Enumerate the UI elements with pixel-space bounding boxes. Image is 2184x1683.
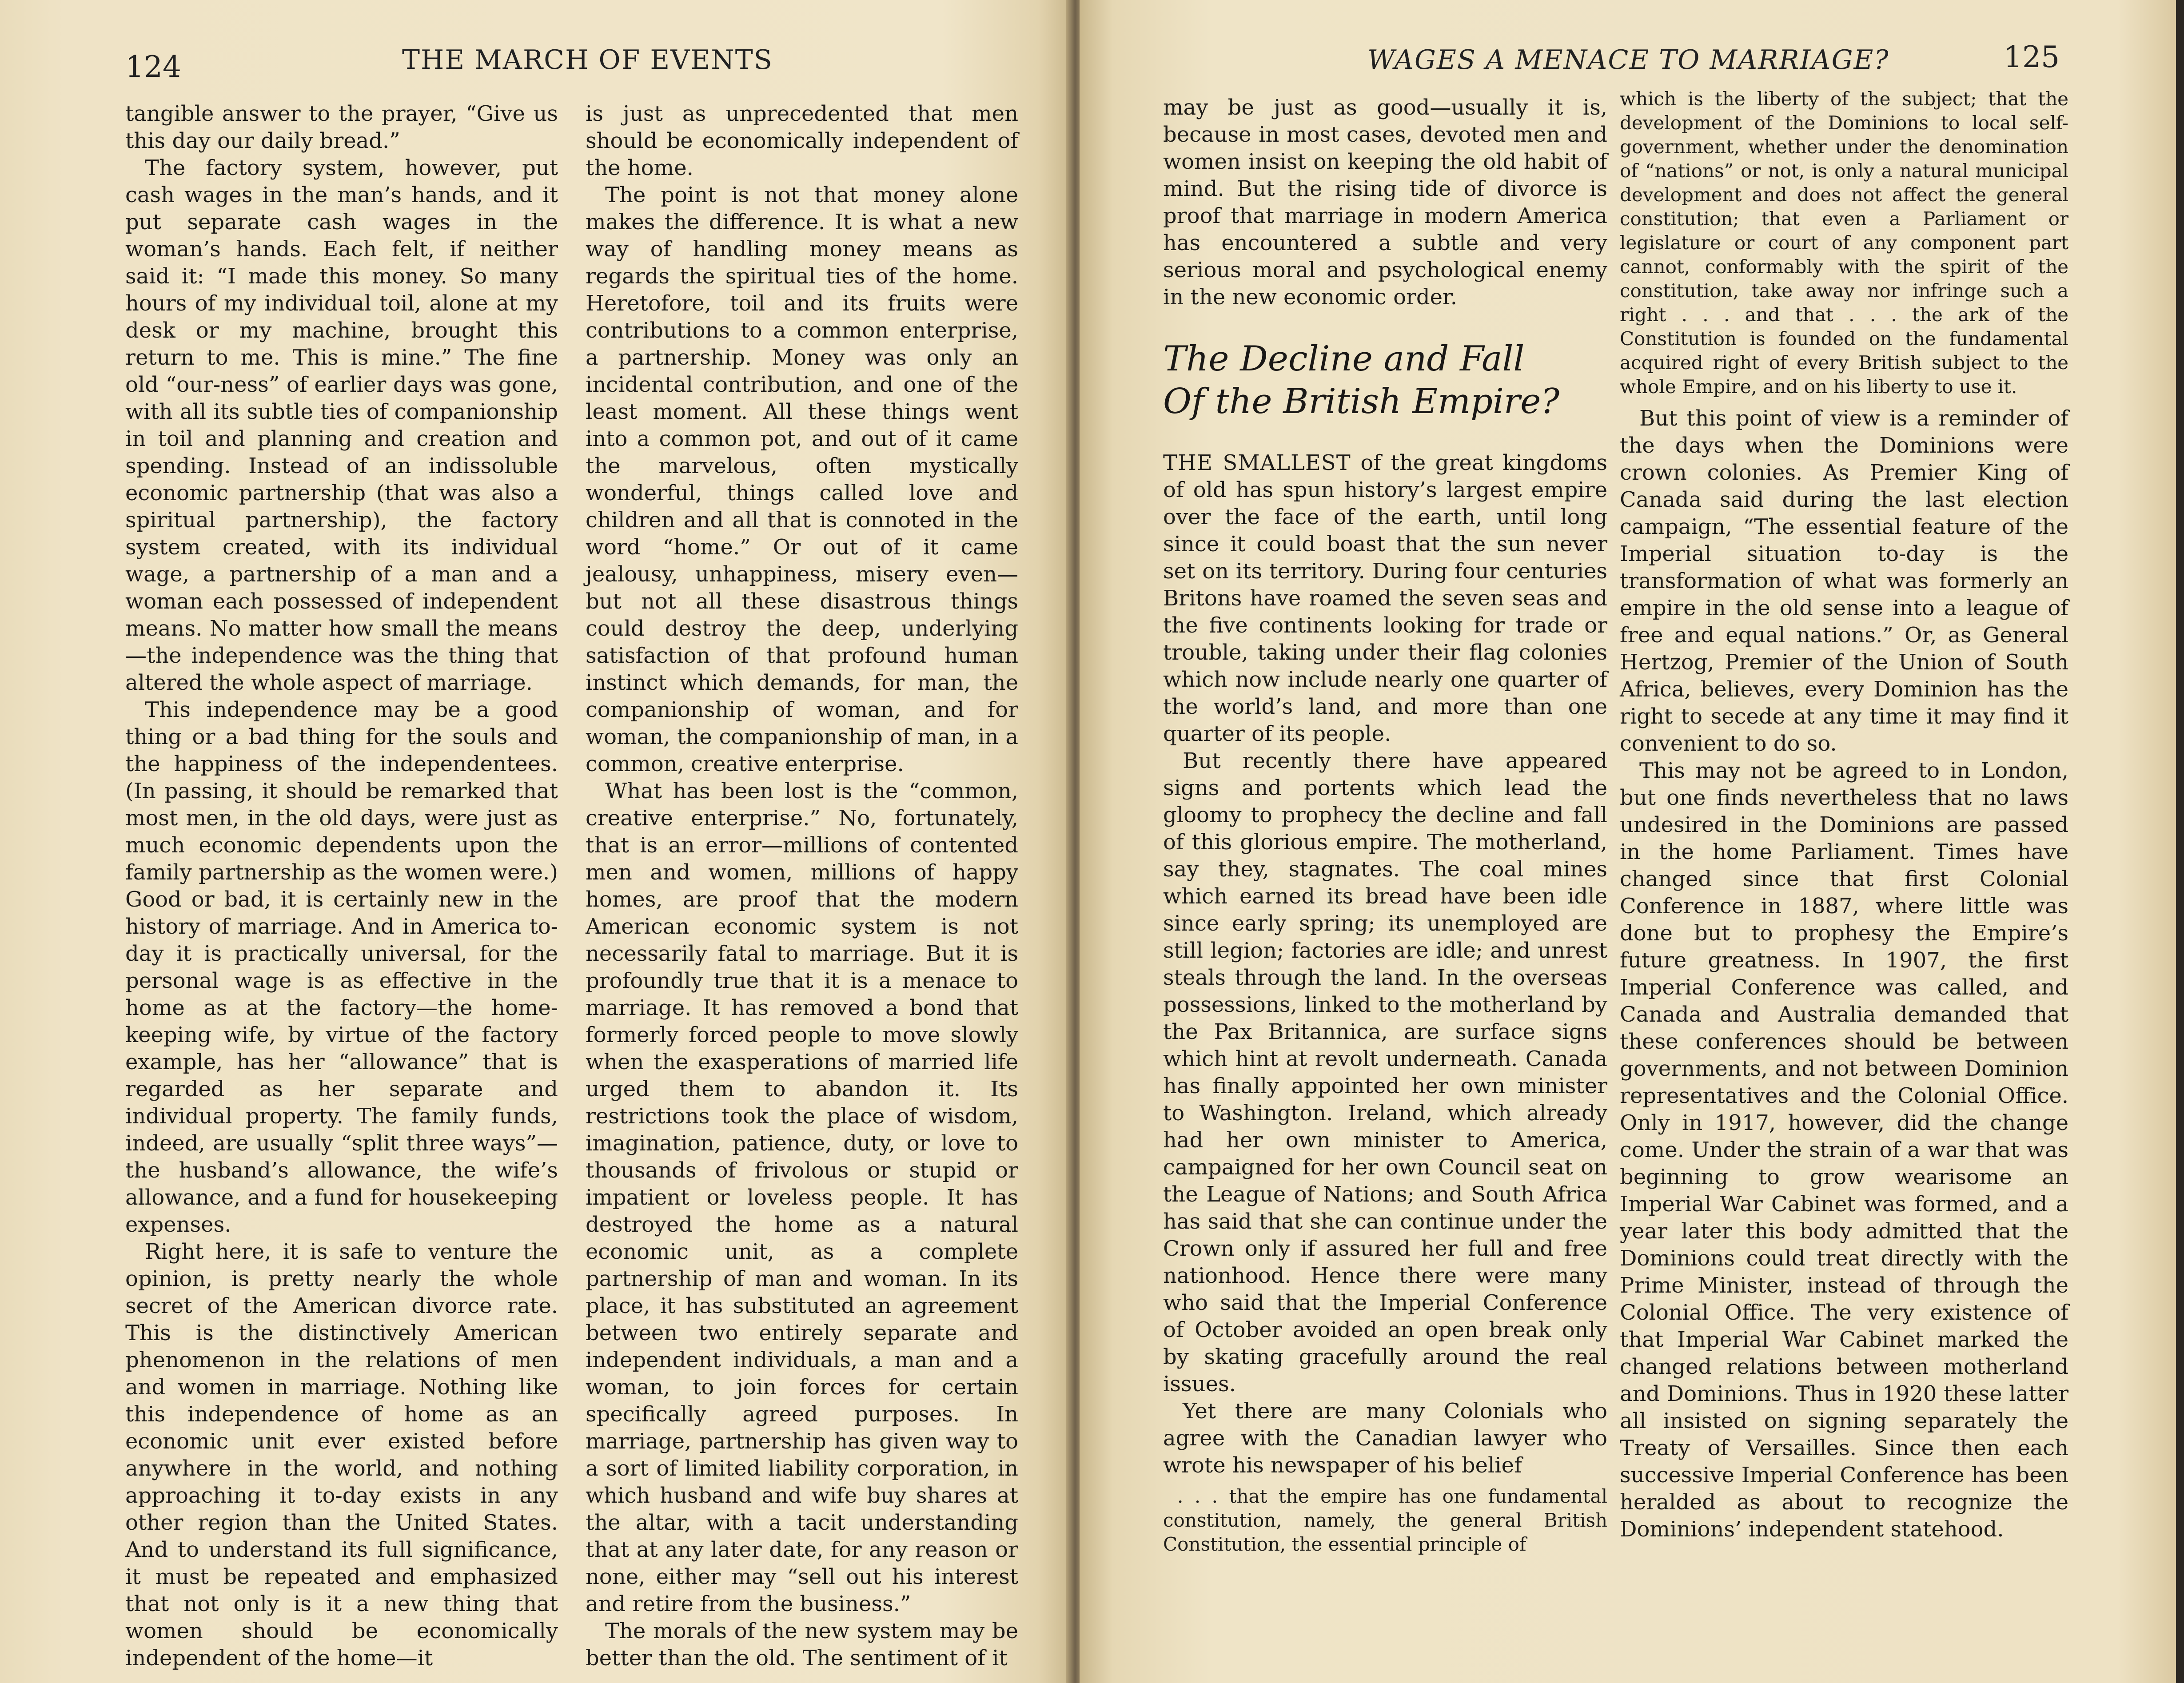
page-number: 124 (125, 50, 181, 84)
section-title-line: The Decline and Fall (1163, 339, 1525, 379)
right-column-1 (1163, 94, 1607, 1556)
paragraph: is just as unprecedented that men should be economically independent of the home. (586, 101, 1018, 180)
page-edge (2176, 0, 2184, 1683)
paragraph: The point is not that money alone makes the difference. It is what a new way of handling money means as regards the spiritual ties of the home. Heretofore, toil and its fruits were contributions to a common enterprise, a partnership. Money was only an incidental contribution, and one of the least moment. All these things went into a common pot, and out of it came the marvelous, often mystically wonderful, things called love and children and all that is connoted in the word “home.” Or out of it came jealousy, unhappiness, misery even—but not all these disastrous things could destroy the deep, underlying satisfaction of that profound human instinct which demands, for man, the companionship of woman, and for woman, the companionship of man, in a common, creative enterprise. (586, 183, 1018, 776)
section-title (1163, 338, 1607, 423)
left-column-1 (125, 100, 558, 1672)
block-quote: . . . that the empire has one fundamental constitution, namely, the general British Constitution, the essential principle of (1163, 1485, 1607, 1555)
lead-text: of the great kingdoms of old has spun history’s largest empire over the face of the earth, until long since it could boast that the sun never set on its territory. During four centuries Britons have roamed the seven seas and the five continents looking for trade or trouble, taking under their flag colonies which now include nearly one quarter of the world’s land, and more than one quarter of its people. (1163, 450, 1608, 746)
paragraph: What has been lost is the “common, creative enterprise.” No, fortunately, that is an error—millions of contented men and women, millions of happy homes, are proof that the modern American economic system is not necessarily fatal to marriage. But it is profoundly true that it is a menace to marriage. It has removed a bond that formerly forced people to move slowly when the exasperations of married life urged them to abandon it. Its restrictions took the place of wisdom, imagination, patience, duty, or love to thousands of frivolous or stupid or impatient or loveless people. It has destroyed the home as a natural economic unit, as a complete partnership of man and woman. In its place, it has substituted an agreement between two entirely separate and independent individuals, a man and a woman, to join forces for certain specifically agreed purposes. In marriage, partnership has given way to a sort of limited liability corporation, in which husband and wife buy shares at the altar, with a tacit understanding that at any later date, for any reason or none, either may “sell out his interest and retire from the business.” (586, 779, 1018, 1616)
paragraph: This independence may be a good thing or a bad thing for the souls and the happiness of the independentees. (In passing, it should be remarked that most men, in the old days, were just as much economic dependents upon the family partnership as the women were.) Good or bad, it is certainly new in the history of marriage. And in America to-day it is practically universal, for the personal wage is as effective in the home as at the factory—the home-keeping wife, by virtue of the factory example, has her “allowance” that is regarded as her separate and individual property. The family funds, indeed, are usually “split three ways”—the husband’s allowance, the wife’s allowance, and a fund for housekeeping expenses. (125, 697, 558, 1237)
lead-in: THE SMALLEST (1163, 450, 1351, 475)
paragraph: The factory system, however, put cash wages in the man’s hands, and it put separate cash wages in the woman’s hands. Each felt, if neither said it: “I made this money. So many hours of my individual toil, alone at my desk or my machine, brought this return to me. This is mine.” The fine old “our-ness” of earlier days was gone, with all its subtle ties of companionship in toil and planning and creation and spending. Instead of an indissoluble economic partnership (that was also a spiritual partnership), the factory system created, with its individual wage, a partnership of a man and a woman each possessed of independent means. No matter how small the means—the independence was the thing that altered the whole aspect of marriage. (125, 155, 558, 695)
right-page (1080, 0, 2184, 1683)
left-column-2 (586, 100, 1018, 1672)
section-title-line: Of the British Empire? (1163, 382, 1560, 422)
paragraph: The morals of the new system may be better than the old. The sentiment of it (586, 1619, 1018, 1671)
paragraph: But recently there have appeared signs and portents which lead the gloomy to prophecy the decline and fall of this glorious empire. The motherland, say they, stagnates. The coal mines which earned its bread have been idle since early spring; its unemployed are still legion; factories are idle; and unrest steals through the land. In the overseas possessions, linked to the motherland by the Pax Britannica, are surface signs which hint at revolt underneath. Canada has finally appointed her own minister to Washington. Ireland, which already had her own minister to America, campaigned for her own Council seat on the League of Nations; and South Africa has said that she can continue under the Crown only if assured her full and free nationhood. Hence there were many who said that the Imperial Conference of October avoided an open break only by skating gracefully around the real issues. (1163, 748, 1607, 1397)
paragraph: But this point of view is a reminder of the days when the Dominions were crown colonies. As Premier King of Canada said during the last election campaign, “The essential feature of the Imperial situation to-day is the transformation of what was formerly an empire in the old sense into a league of free and equal nations.” Or, as General Hertzog, Premier of the Union of South Africa, believes, every Dominion has the right to secede at any time it may find it convenient to do so. (1620, 406, 2068, 756)
right-column-2 (1620, 87, 2068, 1543)
paragraph: tangible answer to the prayer, “Give us this day our daily bread.” (125, 101, 558, 153)
running-head: THE MARCH OF EVENTS (402, 44, 773, 76)
paragraph (1163, 450, 1607, 748)
paragraph: Yet there are many Colonials who agree with the Canadian lawyer who wrote his newspaper of his belief (1163, 1399, 1607, 1478)
block-quote: which is the liberty of the subject; that the development of the Dominions to local self-government, whether under the denomination of “nations” or not, is only a natural municipal development and does not affect the general constitution; that even a Parliament or legislature or court of any component part cannot, conformably with the spirit of the constitution, take away nor infringe such a right . . . and that . . . the ark of the Constitution is founded on the fundamental acquired right of every British subject to the whole Empire, and on his liberty to use it. (1620, 88, 2068, 398)
paragraph: may be just as good—usually it is, because in most cases, devoted men and women insist on keeping the old habit of mind. But the rising tide of divorce is proof that marriage in modern America has encountered a subtle and very serious moral and psychological enemy in the new economic order. (1163, 95, 1607, 310)
running-head: WAGES A MENACE TO MARRIAGE? (1367, 44, 1889, 76)
page-number: 125 (2004, 40, 2060, 74)
paragraph: This may not be agreed to in London, but one finds nevertheless that no laws undesired in the Dominions are passed in the home Parliament. Times have changed since that first Colonial Conference in 1887, where little was done but to prophesy the Empire’s future greatness. In 1907, the first Imperial Conference was called, and Canada and Australia demanded that these conferences should be between governments, and not between Dominion representatives and the Colonial Office. Only in 1917, however, did the change come. Under the strain of a war that was beginning to grow wearisome an Imperial War Cabinet was formed, and a year later this body admitted that the Dominions could treat directly with the Prime Minister, instead of through the Colonial Office. The very existence of that Imperial War Cabinet marked the changed relations between motherland and Dominions. Thus in 1920 these latter all insisted on signing separately the Treaty of Versailles. Since then each successive Imperial Conference has been heralded as about to recognize the Dominions’ independent statehood. (1620, 758, 2068, 1542)
left-page (0, 0, 1071, 1683)
paragraph: Right here, it is safe to venture the opinion, is pretty nearly the whole secret of the American divorce rate. This is the distinctively American phenomenon in the relations of men and women in marriage. Nothing like this independence of home as an economic unit ever existed before anywhere in the world, and nothing approaching it to-day exists in any other region than the United States. And to understand its full significance, it must be repeated and emphasized that not only is it a new thing that women should be economically independent of the home—it (125, 1239, 558, 1671)
